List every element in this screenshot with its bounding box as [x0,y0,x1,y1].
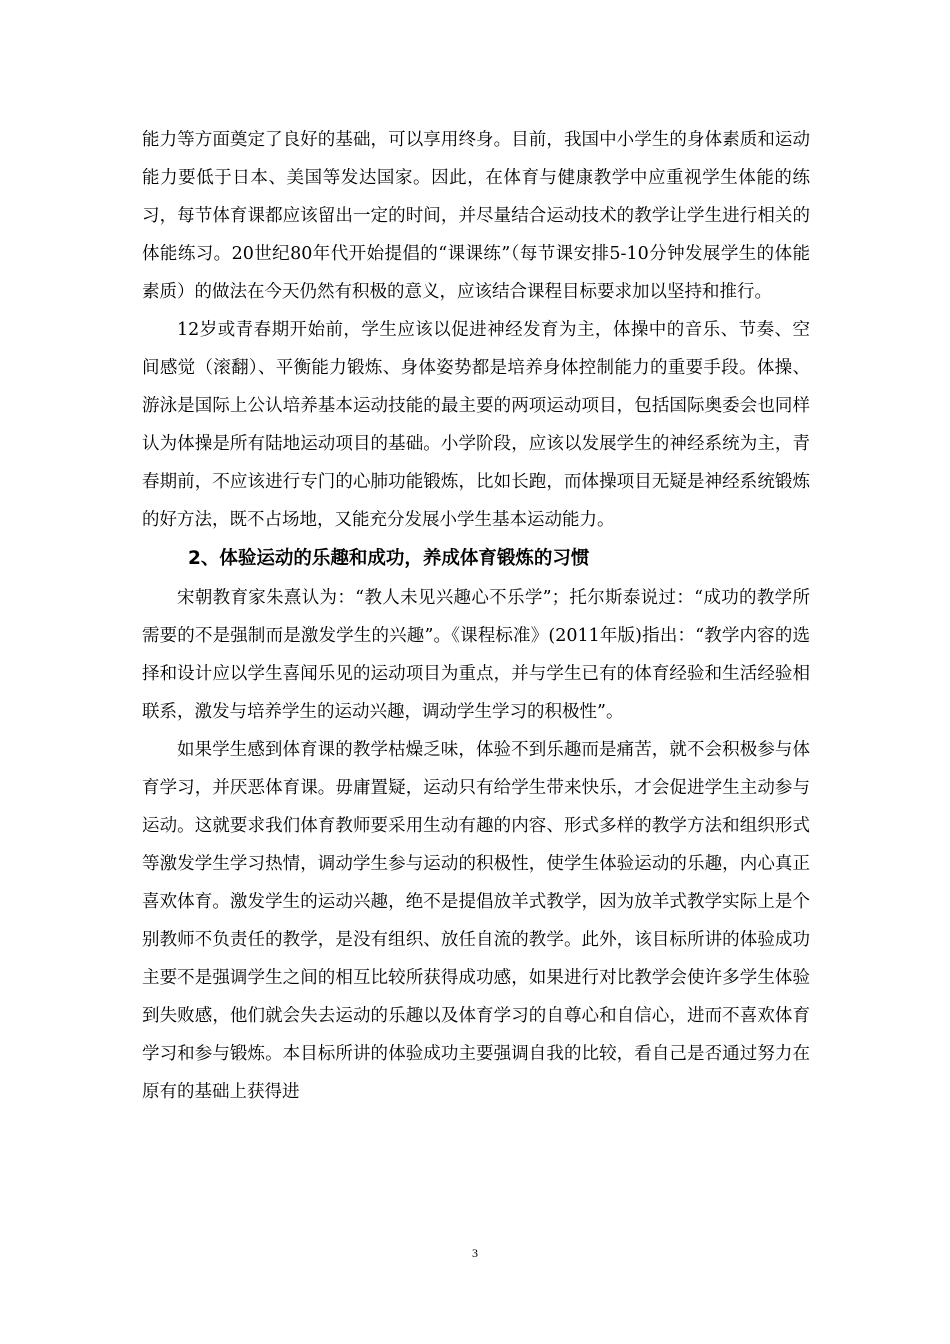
page-number: 3 [472,1246,478,1260]
page-body [142,121,810,1111]
paragraph-continuation: 能力等方面奠定了良好的基础，可以享用终身。目前，我国中小学生的身体素质和运动能力要低于日本、美国等发达国家。因此，在体育与健康教学中应重视学生体能的练习，每节体育课都应该留出一定的时间，并尽量结合运动技术的教学让学生进行相关的体能练习。20世纪80年代开始提倡的“课课练”（每节课安排5-10分钟发展学生的体能素质）的做法在今天仍然有积极的意义，应该结合课程目标要求加以坚持和推行。 [142,130,810,302]
section-heading: 2、体验运动的乐趣和成功，养成体育锻炼的习惯 [188,548,590,569]
paragraph-interest-success: 如果学生感到体育课的教学枯燥乏味，体验不到乐趣而是痛苦，就不会积极参与体育学习，并厌恶体育课。毋庸置疑，运动只有给学生带来快乐，才会促进学生主动参与运动。这就要求我们体育教师要采用生动有趣的内容、形式多样的教学方法和组织形式等激发学生学习热情，调动学生参与运动的积极性，使学生体验运动的乐趣，内心真正喜欢体育。激发学生的运动兴趣，绝不是提倡放羊式教学，因为放羊式教学实际上是个别教师不负责任的教学，是没有组织、放任自流的教学。此外，该目标所讲的体验成功主要不是强调学生之间的相互比较所获得成功感，如果进行对比教学会使许多学生体验到失败感，他们就会失去运动的乐趣以及体育学习的自尊心和自信心，进而不喜欢体育学习和参与锻炼。本目标所讲的体验成功主要强调自我的比较，看自己是否通过努力在原有的基础上获得进 [142,740,810,1102]
paragraph-neural-development: 12岁或青春期开始前，学生应该以促进神经发育为主，体操中的音乐、节奏、空间感觉（滚翻）、平衡能力锻炼、身体姿势都是培养身体控制能力的重要手段。体操、游泳是国际上公认培养基本运动技能的最主要的两项运动项目，包括国际奥委会也同样认为体操是所有陆地运动项目的基础。小学阶段，应该以发展学生的神经系统为主，青春期前，不应该进行专门的心肺功能锻炼，比如长跑，而体操项目无疑是神经系统锻炼的好方法，既不占场地，又能充分发展小学生基本运动能力。 [142,320,810,530]
paragraph-quotes: 宋朝教育家朱熹认为：“教人未见兴趣心不乐学”；托尔斯泰说过：“成功的教学所需要的不是强制而是激发学生的兴趣”。《课程标准》(2011年版)指出：“教学内容的选择和设计应以学生喜闻乐见的运动项目为重点，并与学生已有的体育经验和生活经验相联系，激发与培养学生的运动兴趣，调动学生学习的积极性”。 [142,588,810,722]
